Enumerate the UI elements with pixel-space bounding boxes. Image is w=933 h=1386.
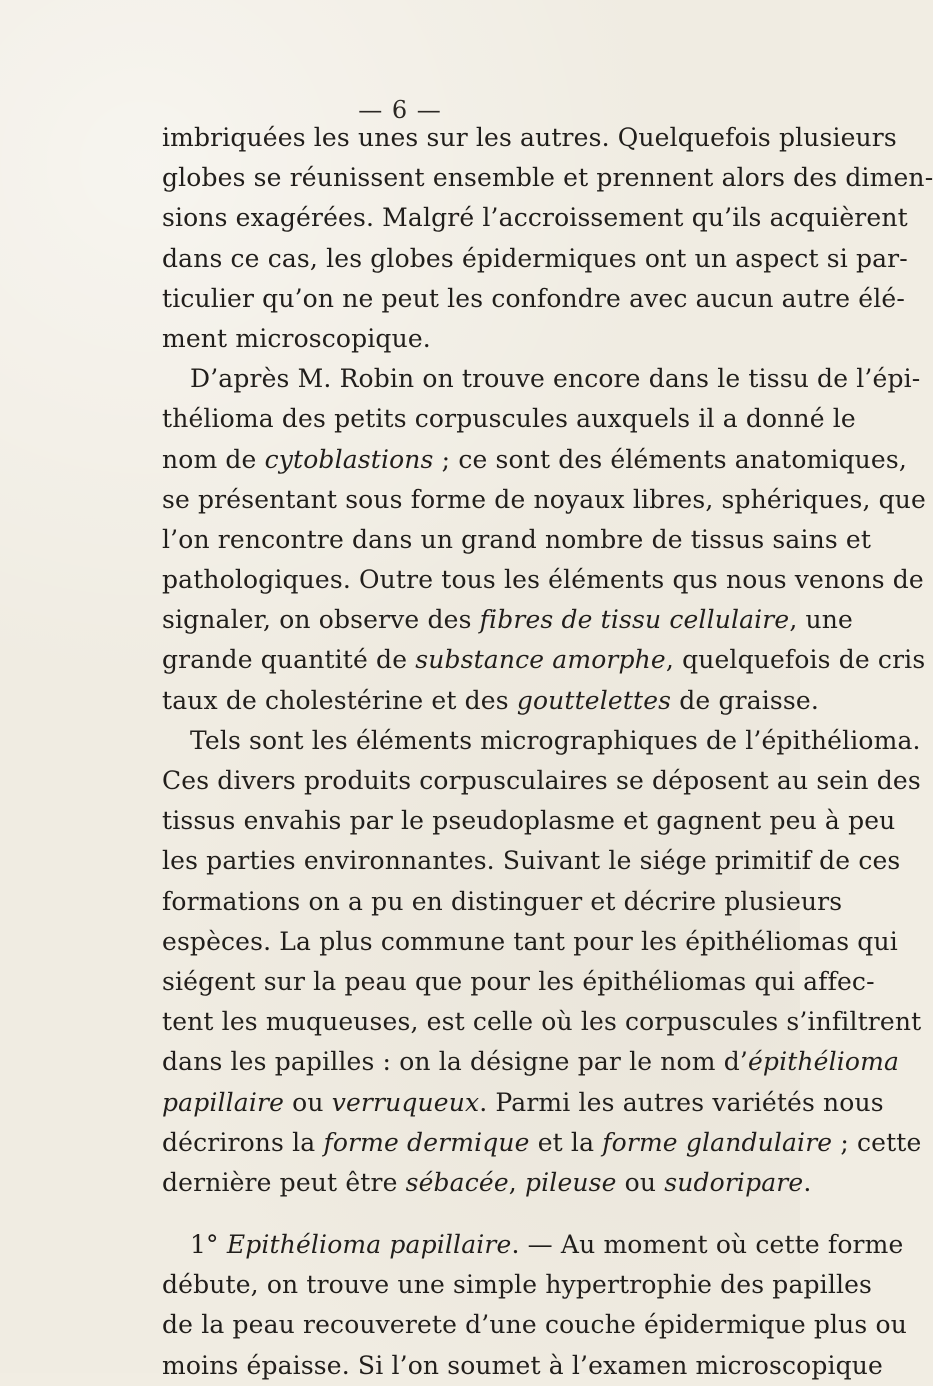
italic-term: papillaire (162, 1087, 285, 1117)
italic-term: fibres de tissu cellulaire (479, 605, 790, 635)
text-run: ment microscopique. (162, 323, 431, 353)
text-line (162, 560, 924, 600)
text-line (162, 1002, 922, 1042)
text-line (162, 801, 896, 841)
text-line (162, 359, 921, 399)
text-run: Tels sont les éléments micrographiques de l’épithélioma. (190, 725, 921, 755)
text-line (162, 681, 819, 721)
text-run: pathologiques. Outre tous les éléments qus nous venons de (162, 565, 924, 595)
text-run: . Parmi les autres variétés nous (479, 1087, 884, 1117)
text-line (162, 1265, 873, 1305)
italic-term: sébacée (405, 1167, 509, 1197)
paragraph-gap (162, 1203, 756, 1225)
italic-term: épithélioma (747, 1047, 900, 1077)
text-line (162, 480, 926, 520)
text-run: ticulier qu’on ne peut les confondre avec aucun autre élé- (162, 283, 905, 313)
text-run: dans les papilles : on la désigne par le nom d’ (162, 1047, 748, 1077)
text-run: Ces divers produits corpusculaires se déposent au sein des (162, 766, 921, 795)
text-line (162, 158, 933, 198)
text-run: nom de (162, 444, 265, 474)
italic-term: forme glandulaire (602, 1127, 833, 1157)
text-run: . (803, 1167, 812, 1197)
text-line (162, 1163, 812, 1203)
text-run: siégent sur la peau que pour les épithéliomas qui affec- (162, 966, 875, 996)
text-line (162, 118, 897, 158)
text-run: globes se réunissent ensemble et prennent alors des dimen- (162, 163, 933, 193)
italic-term: verruqueux (331, 1087, 480, 1117)
text-run: de graisse. (671, 685, 819, 715)
text-run: D’après M. Robin on trouve encore dans le tissu de l’épi- (190, 364, 921, 394)
text-line (162, 922, 898, 962)
text-run: grande quantité de (162, 645, 416, 675)
text-run: signaler, on observe des (162, 605, 480, 635)
text-run: décrirons la (162, 1127, 324, 1157)
text-run: imbriquées les unes sur les autres. Quelquefois plusieurs (162, 123, 897, 152)
text-run: de la peau recouverete d’une couche épidermique plus ou (162, 1310, 907, 1340)
text-run: ou (616, 1167, 665, 1197)
text-run: ; ce sont des éléments anatomiques, (433, 444, 907, 474)
text-run: tent les muqueuses, est celle où les corpuscules s’infiltrent (162, 1007, 922, 1037)
text-line (162, 520, 872, 560)
text-line (162, 841, 901, 881)
italic-term: gouttelettes (516, 685, 672, 715)
text-line (162, 1083, 884, 1123)
text-run: taux de cholestérine et des (162, 685, 517, 715)
text-line (162, 399, 856, 439)
text-run: dernière peut être (162, 1167, 406, 1197)
text-line (162, 1305, 907, 1345)
text-run: tissus envahis par le pseudoplasme et gagnent peu à peu (162, 806, 896, 836)
text-line (162, 239, 908, 279)
italic-term: substance amorphe (415, 645, 666, 675)
text-line (162, 1225, 904, 1265)
body-text (162, 118, 933, 1386)
page-number: — 6 — (358, 96, 442, 124)
text-line (162, 279, 905, 319)
text-run: l’on rencontre dans un grand nombre de tissus sains et (162, 524, 872, 554)
text-line (162, 1346, 883, 1386)
text-run: moins épaisse. Si l’on soumet à l’examen microscopique (162, 1350, 883, 1380)
text-run: , (508, 1167, 525, 1197)
text-line (162, 882, 843, 922)
text-line (162, 721, 921, 761)
italic-term: Epithélioma papillaire (226, 1230, 512, 1260)
text-line (162, 640, 926, 680)
text-run: les parties environnantes. Suivant le siége primitif de ces (162, 846, 901, 876)
italic-term: pileuse (525, 1167, 617, 1197)
italic-term: forme dermique (323, 1127, 530, 1157)
text-run: . — Au moment où cette forme (511, 1230, 904, 1260)
text-run: se présentant sous forme de noyaux libres, sphériques, que (162, 484, 926, 514)
text-run: formations on a pu en distinguer et décrire plusieurs (162, 886, 843, 916)
text-line (162, 1042, 900, 1082)
text-line (162, 319, 756, 359)
text-run: et la (529, 1127, 603, 1157)
text-line (162, 962, 875, 1002)
text-run: ; cette (832, 1127, 922, 1157)
text-run: débute, on trouve une simple hypertrophie des papilles (162, 1270, 873, 1300)
text-run: 1° (190, 1230, 227, 1260)
text-run: , une (789, 605, 853, 635)
italic-term: cytoblastions (264, 444, 434, 474)
text-line (162, 198, 908, 238)
text-line (162, 761, 921, 801)
italic-term: sudoripare (664, 1167, 804, 1197)
text-run: sions exagérées. Malgré l’accroissement qu’ils acquièrent (162, 203, 908, 233)
text-run: dans ce cas, les globes épidermiques ont un aspect si par- (162, 243, 908, 273)
text-run: thélioma des petits corpuscules auxquels il a donné le (162, 404, 856, 434)
text-run: espèces. La plus commune tant pour les épithéliomas qui (162, 926, 898, 956)
text-line (162, 440, 907, 480)
text-run: , quelquefois de cris (665, 645, 926, 675)
text-run: ou (284, 1087, 332, 1117)
text-line (162, 1123, 922, 1163)
text-line (162, 600, 853, 640)
